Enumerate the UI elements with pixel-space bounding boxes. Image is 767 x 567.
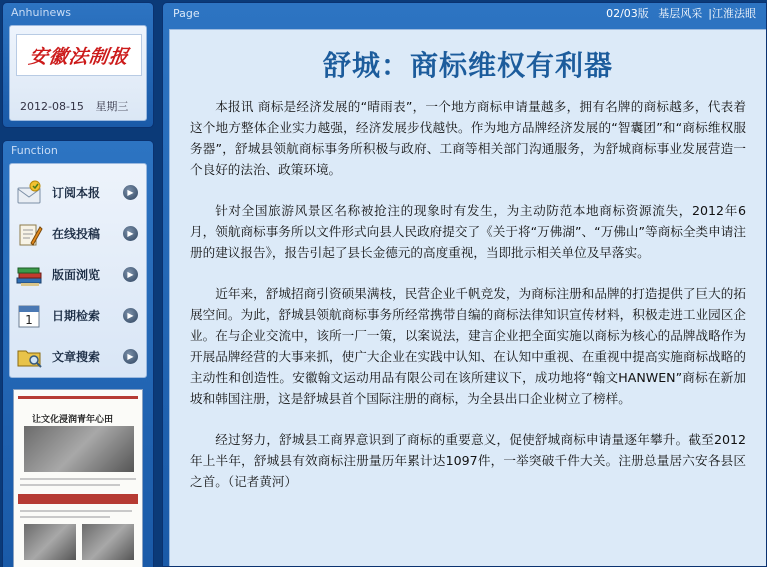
article-paragraph: 本报讯 商标是经济发展的“晴雨表”，一个地方商标申请量越多，拥有名牌的商标越多，代表着这个地方整体企业实力越强，经济发展步伐越快。作为地方品牌经济发展的“智囊团”和“商标维权服务器”，舒城县领航商标事务所积极与政府、工商等相关部门沟通服务，为舒城商标事业发展营造一个良好的法治、政策环境。 bbox=[190, 99, 746, 177]
function-menu bbox=[9, 163, 147, 378]
page-thumbnail[interactable] bbox=[13, 389, 143, 567]
calendar-icon bbox=[14, 301, 44, 331]
article-paragraph: 针对全国旅游风景区名称被抢注的现象时有发生，为主动防范本地商标资源流失，2012年6月，领航商标事务所以文件形式向县人民政府提交了《关于将“万佛湖”、“万佛山”等商标全类申请注册的建议报告》，报告引起了县长金德元的高度重视，当即批示相关单位及早落实。 bbox=[190, 203, 746, 260]
pencil-icon bbox=[14, 219, 44, 249]
weekday-text: 星期三 bbox=[95, 100, 129, 113]
thumb-headline: 让文化浸润青年心田 bbox=[32, 415, 114, 425]
thumb-photo bbox=[82, 524, 134, 560]
menu-item-article-search[interactable] bbox=[10, 336, 146, 377]
thumb-photo bbox=[24, 524, 76, 560]
svg-text:1: 1 bbox=[25, 312, 33, 327]
brand-panel-title: Anhuinews bbox=[11, 6, 71, 19]
page-panel-title: Page bbox=[173, 7, 200, 20]
menu-item-label: 版面浏览 bbox=[52, 268, 101, 282]
page-header bbox=[163, 3, 766, 25]
article-content bbox=[169, 29, 766, 566]
function-panel bbox=[2, 140, 154, 567]
thumb-text-line bbox=[20, 510, 132, 512]
thumb-text-line bbox=[20, 478, 136, 480]
arrow-right-icon[interactable]: ▶ bbox=[123, 349, 138, 364]
function-panel-title: Function bbox=[11, 144, 58, 157]
envelope-icon bbox=[14, 178, 44, 208]
folder-search-icon bbox=[14, 342, 44, 372]
arrow-right-icon[interactable]: ▶ bbox=[123, 226, 138, 241]
menu-item-label: 日期检索 bbox=[52, 309, 101, 323]
menu-item-subscribe[interactable] bbox=[10, 172, 146, 213]
books-icon bbox=[14, 260, 44, 290]
logo-text: 安徽法制报 bbox=[27, 45, 131, 68]
page-panel bbox=[162, 2, 767, 567]
thumb-photo bbox=[24, 426, 134, 472]
thumb-rule bbox=[18, 396, 138, 399]
thumb-text-line bbox=[20, 484, 120, 486]
newspaper-logo[interactable] bbox=[16, 34, 142, 76]
menu-item-date-search[interactable] bbox=[10, 295, 146, 336]
menu-item-label: 文章搜索 bbox=[52, 350, 101, 364]
thumb-headline-bar bbox=[18, 494, 138, 504]
menu-item-label: 订阅本报 bbox=[52, 186, 101, 200]
menu-item-browse-pages[interactable] bbox=[10, 254, 146, 295]
thumb-text-line bbox=[20, 516, 110, 518]
brand-box bbox=[9, 25, 147, 121]
arrow-right-icon[interactable]: ▶ bbox=[123, 308, 138, 323]
article-title: 舒城：商标维权有利器 bbox=[322, 49, 613, 82]
issue-date bbox=[20, 98, 136, 114]
article-paragraph: 近年来，舒城招商引资硕果满枝，民营企业千帆竞发，为商标注册和品牌的打造提供了巨大的拓展空间。为此，舒城县领航商标事务所经常携带自编的商标法律知识宣传材料，积极走进工业园区企业。在与企业交流中，该所一厂一策，以案说法，建言企业把全面实施以商标为核心的品牌战略作为开展品牌经营的大事来抓，使广大企业在实践中认知、在认知中重视、在重视中提高实施商标战略的主动性和创造性。安徽翰文运动用品有限公司在该所建议下，成功地将“翰文HANWEN”商标在新加坡和韩国注册，这是舒城县首个国际注册的商标，为全县出口企业树立了榜样。 bbox=[190, 286, 746, 406]
section-label[interactable]: 基层风采 bbox=[658, 7, 703, 20]
arrow-right-icon[interactable]: ▶ bbox=[123, 267, 138, 282]
arrow-right-icon[interactable]: ▶ bbox=[123, 185, 138, 200]
column-label[interactable]: 江淮法眼 bbox=[712, 7, 756, 20]
date-text: 2012-08-15 bbox=[20, 100, 84, 113]
brand-panel bbox=[2, 2, 154, 128]
edition-label[interactable]: 02/03版 bbox=[606, 7, 649, 20]
menu-item-submit[interactable] bbox=[10, 213, 146, 254]
menu-item-label: 在线投稿 bbox=[52, 227, 101, 241]
article-paragraph: 经过努力，舒城县工商界意识到了商标的重要意义，促使舒城商标申请量逐年攀升。截至2012年上半年，舒城县有效商标注册量历年累计达1097件，一举突破千件大关。注册总量居六安各县区之首。（记者黄河） bbox=[190, 432, 746, 489]
page-location: 02/03版 基层风采 |江淮法眼 bbox=[606, 7, 756, 20]
